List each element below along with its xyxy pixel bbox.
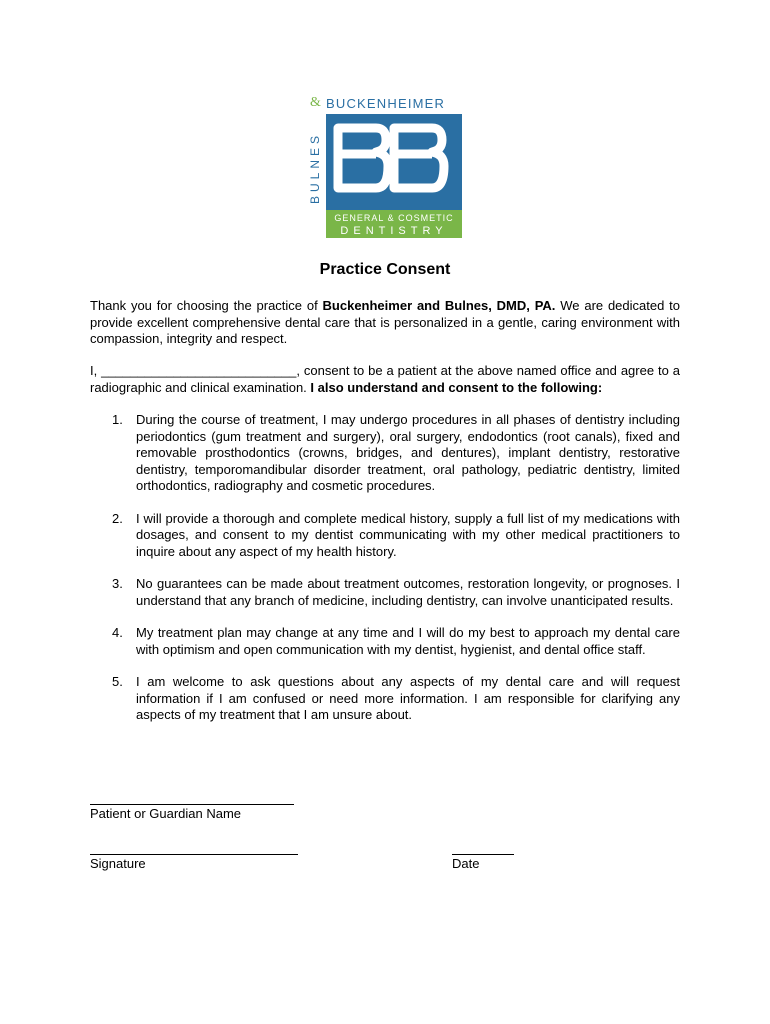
consent-list xyxy=(112,412,680,740)
list-item xyxy=(112,674,680,724)
logo-side-text: BULNES xyxy=(308,131,322,204)
list-item xyxy=(112,625,680,658)
list-item-text: I am welcome to ask questions about any aspects of my dental care and will request information if I am confused or need more information. I am responsible for clarifying any aspects of my treatment that I am unsure about. xyxy=(136,674,680,722)
logo-top-text: BUCKENHEIMER xyxy=(326,96,446,111)
list-item-text: My treatment plan may change at any time and I will do my best to approach my dental care with optimism and open communication with my dentist, hygienist, and dental office staff. xyxy=(136,625,680,657)
intro-post: We are dedicated to provide excellent comprehensive dental care that is personalized in a gentle, caring environment with compassion, integrity and respect. xyxy=(90,298,681,346)
list-item-text: I will provide a thorough and complete medical history, supply a full list of my medications with dosages, and consent to my dentist communicating with my other medical practitioners to inquire about any aspect of my health history. xyxy=(136,510,680,559)
date-line[interactable] xyxy=(452,854,514,855)
list-item-number: 4. xyxy=(112,625,123,640)
document-title: Practice Consent xyxy=(319,261,451,278)
list-item-text: During the course of treatment, I may undergo procedures in all phases of dentistry including periodontics (gum treatment and surgery), oral surgery, endodontics (root canals), fixed and removable prosthodontics (crowns, bridges, and dentures), implant dentistry, restorative dentistry, temporomandibular disorder treatment, oral pathology, pediatric dentistry, limited orthodontics, radiography and cosmetic procedures. xyxy=(136,412,680,493)
date-label: Date xyxy=(452,856,480,871)
consent-bold: I also understand and consent to the following: xyxy=(310,379,603,395)
practice-logo xyxy=(306,92,466,238)
practice-name: Buckenheimer and Bulnes, DMD, PA. xyxy=(322,298,556,313)
logo-band-line2: DENTISTRY xyxy=(340,225,448,237)
list-item xyxy=(112,576,680,609)
logo-ampersand: & xyxy=(310,95,321,110)
logo-band-line1: GENERAL & COSMETIC xyxy=(334,213,454,223)
list-item-text: No guarantees can be made about treatment outcomes, restoration longevity, or prognoses. I understand that any branch of medicine, including dentistry, can involve unanticipated results. xyxy=(136,576,680,608)
list-item-number: 2. xyxy=(112,510,123,526)
patient-name-label: Patient or Guardian Name xyxy=(90,806,242,821)
logo-mark-text: BB xyxy=(306,92,308,93)
signature-label: Signature xyxy=(90,856,146,871)
consent-text: I, ___________________________, consent to be a patient at the above named office and agree to a radiographic and clinical examination. xyxy=(90,363,680,395)
list-item-number: 1. xyxy=(112,412,123,427)
list-item-number: 5. xyxy=(112,674,123,689)
intro-pre: Thank you for choosing the practice of xyxy=(90,298,323,313)
list-item xyxy=(112,511,680,561)
signature-line[interactable] xyxy=(90,854,298,855)
patient-name-line[interactable] xyxy=(90,804,294,805)
list-item xyxy=(112,412,680,495)
consent-paragraph xyxy=(90,363,680,396)
list-item-number: 3. xyxy=(112,576,123,591)
intro-paragraph xyxy=(90,298,680,348)
